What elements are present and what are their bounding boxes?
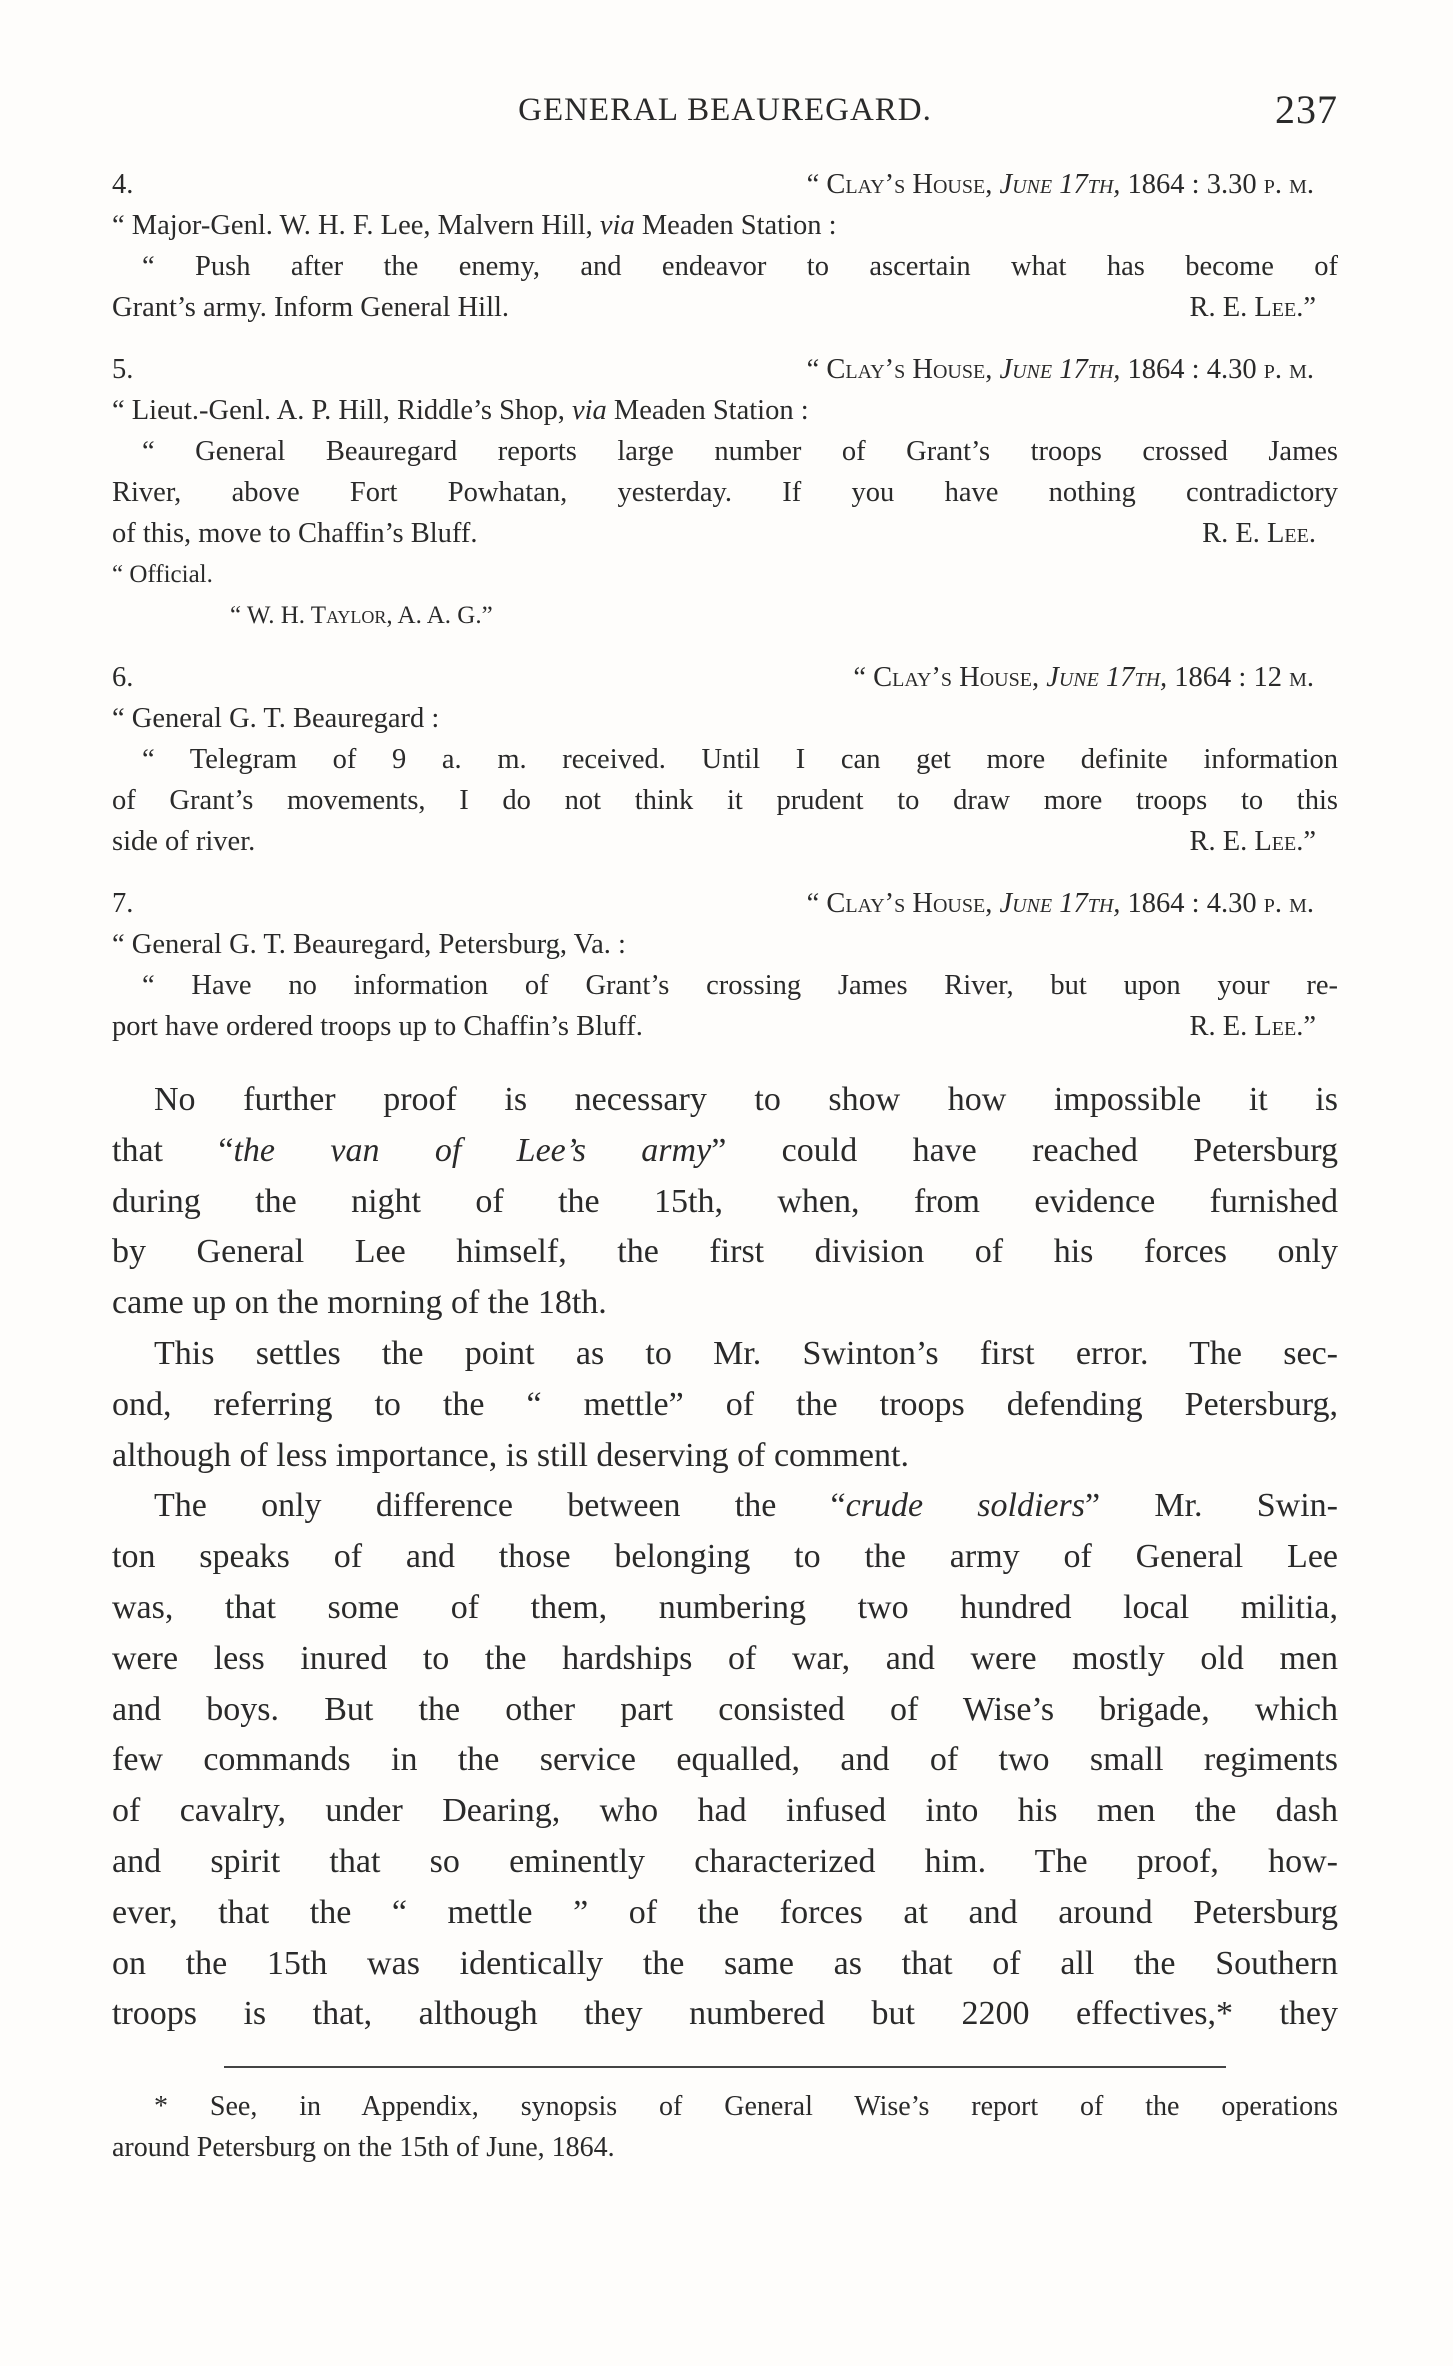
dateline-place: “ Clay’s House, <box>806 354 1000 385</box>
text-run: No further proof is necessary to show how impossible it is <box>154 1081 1338 1118</box>
dateline-time: 1864 : 4.30 p. m. <box>1120 354 1314 385</box>
telegram-dateline <box>853 657 1314 698</box>
dateline-date: June 17th, <box>999 354 1121 385</box>
body-text <box>112 1075 1338 2040</box>
telegram-6 <box>112 657 1338 862</box>
text-run: were less inured to the hardships of war, and were mostly old men <box>112 1639 1338 1677</box>
text-line <box>112 1278 1338 1329</box>
page-number: 237 <box>1275 87 1338 132</box>
text-run: although of less importance, is still deserving of comment. <box>112 1436 909 1474</box>
telegram-address <box>112 390 1338 431</box>
letters-section <box>112 164 1338 1047</box>
telegram-address <box>112 924 1338 965</box>
address-text: “ Lieut.-Genl. A. P. Hill, Riddle’s Shop, <box>112 395 572 426</box>
text-run: ond, referring to the “ mettle” of the troops defending Petersburg, <box>112 1385 1338 1423</box>
text-line <box>112 1786 1338 1837</box>
footnote-rule <box>224 2066 1226 2068</box>
telegram-body-text: port have ordered troops up to Chaffin’s Bluff. <box>112 1011 643 1042</box>
paragraph <box>112 1329 1338 1481</box>
telegram-body-line <box>112 821 1338 862</box>
text-run: on the 15th was identically the same as that of all the Southern <box>112 1944 1338 1982</box>
address-text: “ General G. T. Beauregard, Petersburg, Va. : <box>112 929 626 960</box>
dateline-place: “ Clay’s House, <box>853 662 1047 693</box>
telegram-body-line <box>112 780 1338 821</box>
paragraph <box>112 1075 1338 1329</box>
text-line <box>112 1329 1338 1380</box>
dateline-date: June 17th, <box>999 888 1121 919</box>
text-line <box>112 1939 1338 1990</box>
dateline-place: “ Clay’s House, <box>806 888 1000 919</box>
telegram-header-line <box>112 657 1338 698</box>
text-run: This settles the point as to Mr. Swinton’s first error. The sec- <box>154 1334 1338 1372</box>
telegram-body-line <box>112 246 1338 287</box>
telegram-header-line <box>112 164 1338 205</box>
text-run: by General Lee himself, the first division of his forces only <box>112 1233 1338 1271</box>
telegram-signature: R. E. Lee. <box>1202 518 1316 549</box>
dateline-place: “ Clay’s House, <box>806 169 1000 200</box>
text-line <box>112 1735 1338 1786</box>
address-via: via <box>599 210 635 241</box>
text-run: and boys. But the other part consisted of Wise’s brigade, which <box>112 1690 1338 1728</box>
dateline-time: 1864 : 3.30 p. m. <box>1120 169 1314 200</box>
running-head <box>112 80 1338 140</box>
text-run: The only difference between the “ <box>154 1487 846 1525</box>
text-run: that “ <box>112 1131 234 1169</box>
text-line <box>112 1583 1338 1634</box>
text-run: troops is that, although they numbered but 2200 effectives,* they <box>112 1995 1338 2033</box>
telegram-body-text: of Grant’s movements, I do not think it prudent to draw more troops to this <box>112 785 1338 816</box>
text-run: ever, that the “ mettle ” of the forces at and around Petersburg <box>112 1893 1338 1931</box>
telegram-7 <box>112 883 1338 1047</box>
text-run: ton speaks of and those belonging to the army of General Lee <box>112 1538 1338 1576</box>
address-text: “ Major-Genl. W. H. F. Lee, Malvern Hill, <box>112 210 600 241</box>
telegram-body-line <box>112 472 1338 513</box>
dateline-date: June 17th, <box>1046 662 1168 693</box>
telegram-body-text: Grant’s army. Inform General Hill. <box>112 292 510 323</box>
telegram-signature: R. E. Lee.” <box>1189 1011 1316 1042</box>
text-run: was, that some of them, numbering two hundred local militia, <box>112 1588 1338 1626</box>
text-run: of cavalry, under Dearing, who had infused into his men the dash <box>112 1792 1338 1830</box>
italic-run: the van of Lee’s army <box>233 1131 712 1169</box>
text-line <box>112 1837 1338 1888</box>
address-station: Meaden Station : <box>634 210 837 241</box>
book-page <box>112 80 1338 2168</box>
official-label: “ Official. <box>112 561 213 588</box>
telegram-address <box>112 205 1338 246</box>
address-station: Meaden Station : <box>606 395 809 426</box>
telegram-header-line <box>112 883 1338 924</box>
telegram-dateline <box>807 883 1314 924</box>
address-text: “ General G. T. Beauregard : <box>112 703 440 734</box>
text-line <box>112 1888 1338 1939</box>
telegram-body-text: “ Push after the enemy, and endeavor to ascertain what has become of <box>142 251 1338 282</box>
telegram-body-line <box>112 287 1338 328</box>
text-line <box>112 1227 1338 1278</box>
telegram-body-line <box>112 513 1338 554</box>
dateline-time: 1864 : 4.30 p. m. <box>1120 888 1314 919</box>
footnote-line: * See, in Appendix, synopsis of General Wise’s report of the operations <box>154 2091 1338 2123</box>
telegram-5 <box>112 349 1338 636</box>
telegram-signature: R. E. Lee.” <box>1189 826 1316 857</box>
text-run: ” could have reached Petersburg <box>711 1131 1338 1169</box>
dateline-time: 1864 : 12 m. <box>1167 662 1314 693</box>
italic-run: crude soldiers <box>845 1487 1085 1525</box>
telegram-number: 4. <box>112 169 134 200</box>
text-run: few commands in the service equalled, and of two small regiments <box>112 1741 1338 1779</box>
telegram-dateline <box>807 164 1314 205</box>
telegram-body-text: of this, move to Chaffin’s Bluff. <box>112 518 478 549</box>
text-line <box>112 1532 1338 1583</box>
text-run: ” Mr. Swin- <box>1085 1487 1339 1525</box>
telegram-body-line <box>112 431 1338 472</box>
telegram-address <box>112 698 1338 739</box>
telegram-signature: R. E. Lee.” <box>1189 292 1316 323</box>
dateline-date: June 17th, <box>999 169 1121 200</box>
telegram-body-text: “ Telegram of 9 a. m. received. Until I can get more definite information <box>142 744 1338 775</box>
text-run: and spirit that so eminently characterized him. The proof, how- <box>112 1842 1338 1880</box>
telegram-number: 5. <box>112 354 134 385</box>
text-line <box>112 1177 1338 1228</box>
footnote-line: around Petersburg on the 15th of June, 1864. <box>112 2132 615 2164</box>
telegram-number: 7. <box>112 888 134 919</box>
telegram-4 <box>112 164 1338 328</box>
text-line <box>112 1431 1338 1482</box>
text-line <box>112 1634 1338 1685</box>
paragraph <box>112 1481 1338 2040</box>
text-line <box>112 1075 1338 1126</box>
text-line <box>112 1481 1338 1532</box>
running-title: GENERAL BEAUREGARD. <box>518 92 932 128</box>
text-run: came up on the morning of the 18th. <box>112 1284 607 1322</box>
telegram-header-line <box>112 349 1338 390</box>
telegram-body-text: side of river. <box>112 826 256 857</box>
telegram-body-text: River, above Fort Powhatan, yesterday. If you have nothing contradictory <box>112 477 1338 508</box>
footnote <box>112 2086 1338 2168</box>
telegram-dateline <box>807 349 1314 390</box>
text-line <box>112 1989 1338 2040</box>
text-run: during the night of the 15th, when, from evidence furnished <box>112 1182 1338 1220</box>
telegram-body-line <box>112 965 1338 1006</box>
telegram-body-line <box>112 1006 1338 1047</box>
official-signature: “ W. H. Taylor, A. A. G.” <box>230 602 493 629</box>
text-line <box>112 1685 1338 1736</box>
address-via: via <box>571 395 607 426</box>
text-line <box>112 1380 1338 1431</box>
text-line <box>112 1126 1338 1177</box>
telegram-body-text: “ Have no information of Grant’s crossing James River, but upon your re- <box>142 970 1338 1001</box>
telegram-body-text: “ General Beauregard reports large number of Grant’s troops crossed James <box>142 436 1338 467</box>
telegram-number: 6. <box>112 662 134 693</box>
telegram-body-line <box>112 739 1338 780</box>
